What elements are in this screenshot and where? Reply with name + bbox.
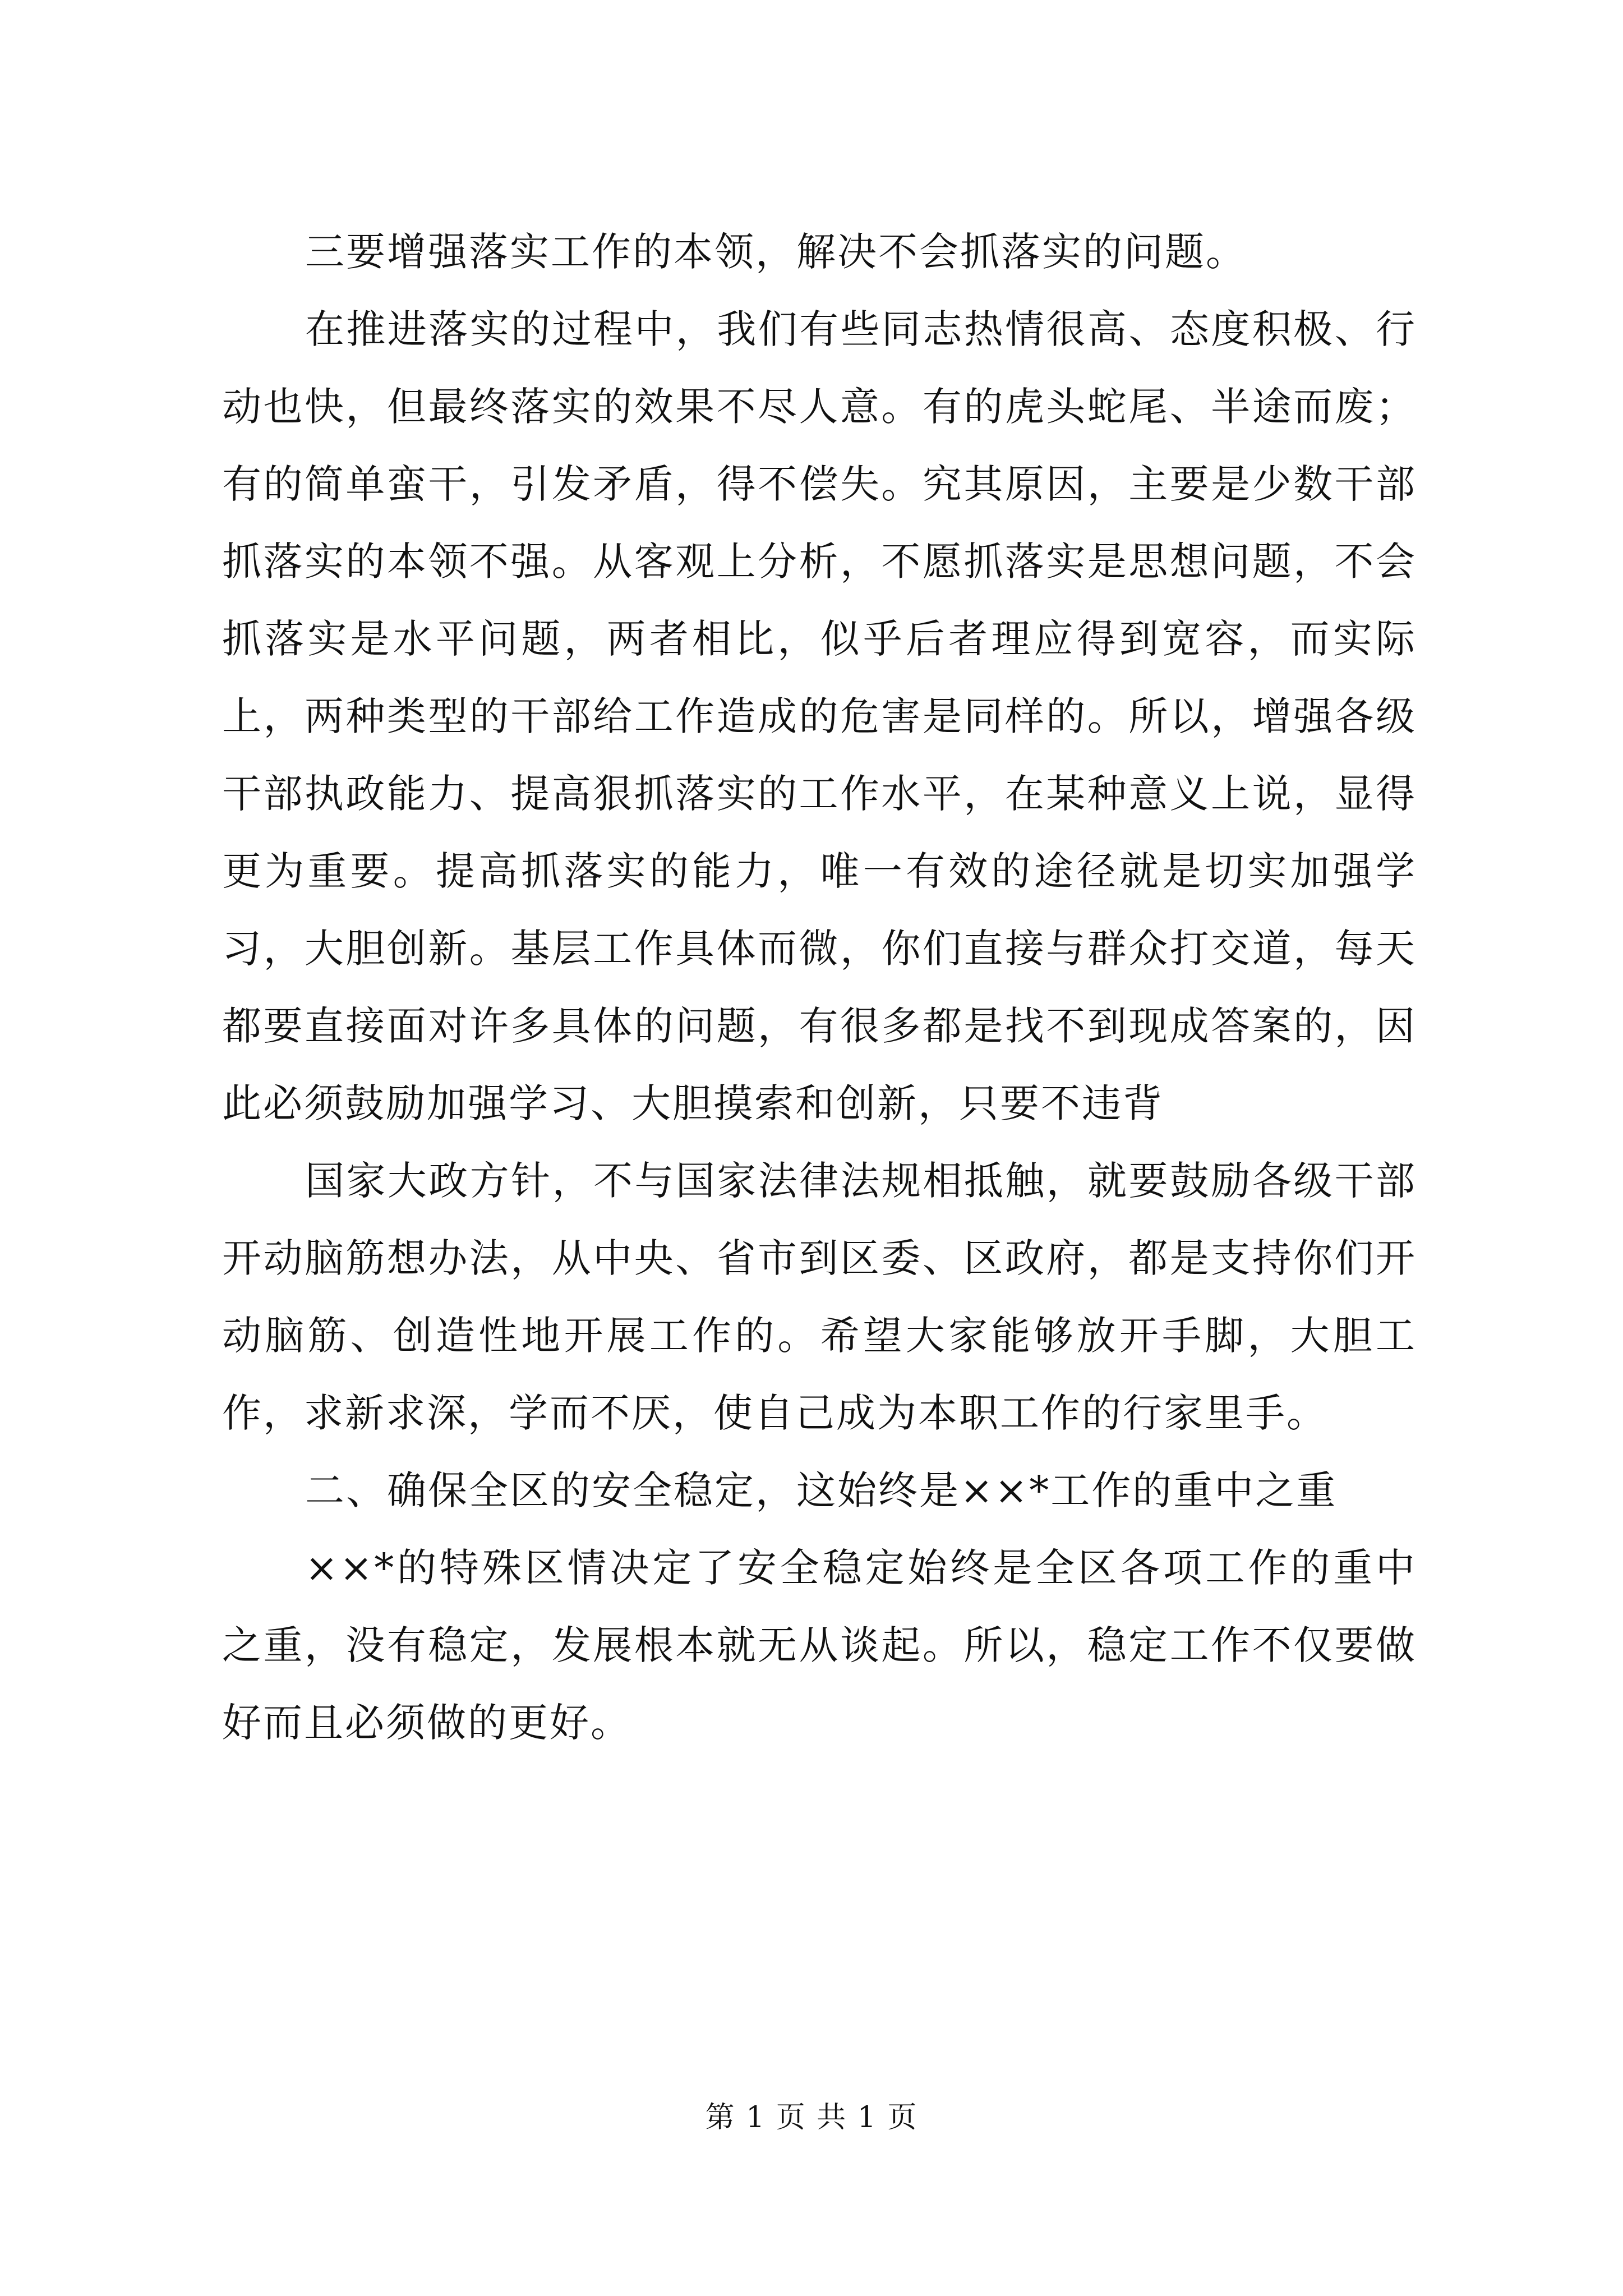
- paragraph-heading-two: 二、确保全区的安全稳定，这始终是××*工作的重中之重: [305, 1467, 1338, 1513]
- paragraph-policy: 国家大政方针，不与国家法律法规相抵触，就要鼓励各级干部开动脑筋想办法，从中央、省市到区委、区政府，都是支持你们开动脑筋、创造性地开展工作的。希望大家能够放开手脚，大胆工作，求新求深，学而不厌，使自己成为本职工作的行家里手。: [222, 1158, 1417, 1436]
- paragraph-heading-three: 三要增强落实工作的本领，解决不会抓落实的问题。: [305, 229, 1247, 275]
- paragraph-stability: ××*的特殊区情决定了安全稳定始终是全区各项工作的重中之重，没有稳定，发展根本就无从谈起。所以，稳定工作不仅要做好而且必须做的更好。: [222, 1545, 1417, 1746]
- page-footer: 第 1 页 共 1 页: [705, 2101, 918, 2134]
- paragraph-implementation: 在推进落实的过程中，我们有些同志热情很高、态度积极、行动也快，但最终落实的效果不尽人意。有的虎头蛇尾、半途而废；有的简单蛮干，引发矛盾，得不偿失。究其原因，主要是少数干部抓落实的本领不强。从客观上分析，不愿抓落实是思想问题，不会抓落实是水平问题，两者相比，似乎后者理应得到宽容，而实际上，两种类型的干部给工作造成的危害是同样的。所以，增强各级干部执政能力、提高狠抓落实的工作水平，在某种意义上说，显得更为重要。提高抓落实的能力，唯一有效的途径就是切实加强学习，大胆创新。基层工作具体而微，你们直接与群众打交道，每天都要直接面对许多具体的问题，有很多都是找不到现成答案的，因此必须鼓励加强学习、大胆摸索和创新，只要不违背: [222, 306, 1417, 1126]
- document-body: [222, 213, 1417, 1761]
